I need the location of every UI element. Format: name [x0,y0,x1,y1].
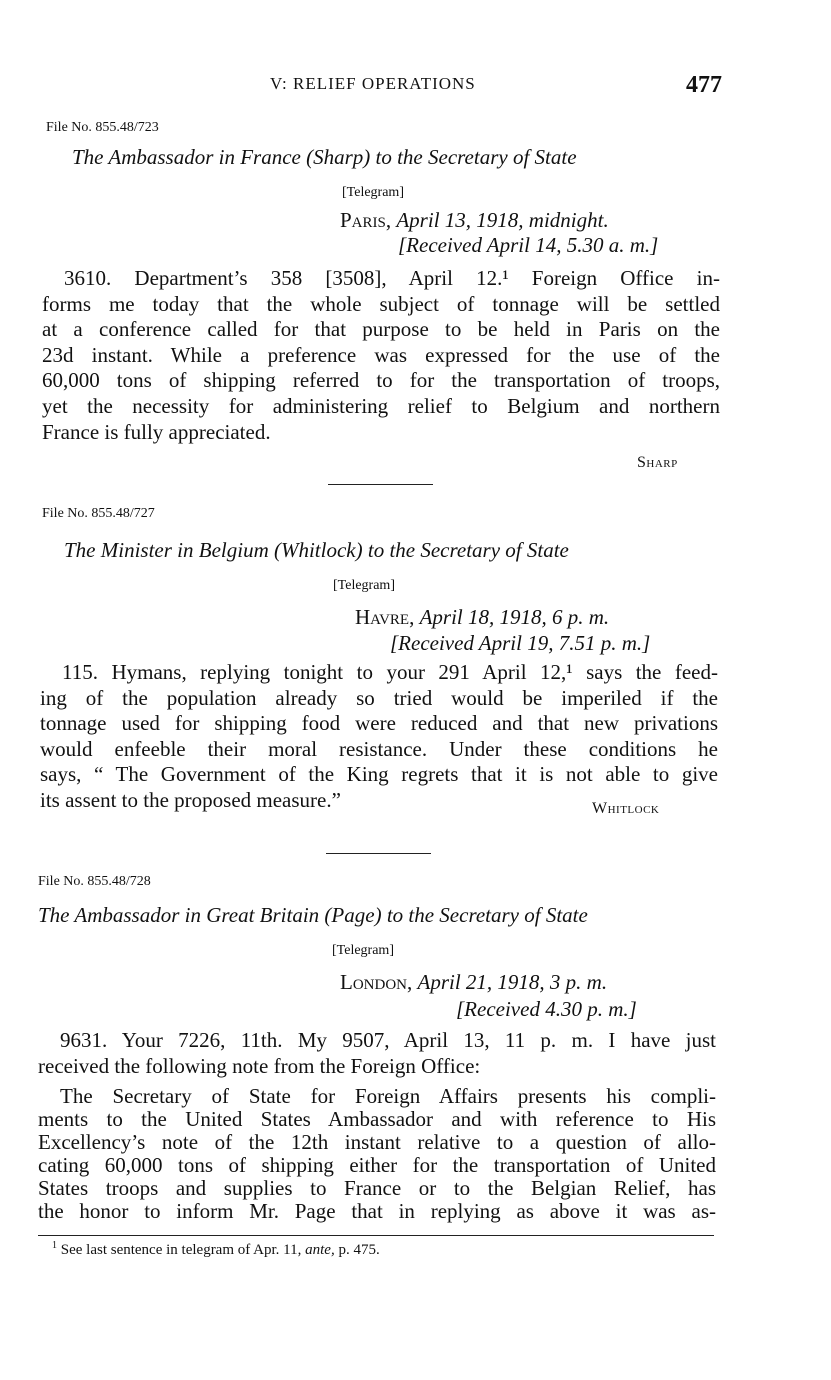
footnote-rule [38,1235,714,1236]
page-number: 477 [686,72,722,98]
quote-line: cating 60,000 tons of shipping either for the transportation of United [38,1153,716,1177]
quote-line: Excellency’s note of the 12th instant relative to a question of allo- [38,1130,716,1154]
body-line: would enfeeble their moral resistance. Under these conditions he [40,736,718,761]
body-line: at a conference called for that purpose to be held in Paris on the [42,317,720,342]
file-number: File No. 855.48/728 [38,874,151,889]
telegram-label: [Telegram] [333,578,395,593]
body-line: yet the necessity for administering relief to Belgium and northern [42,393,720,418]
body-line: forms me today that the whole subject of tonnage will be settled [42,291,720,316]
running-header: V: RELIEF OPERATIONS [270,74,476,93]
body-line: says, “ The Government of the King regrets that it is not able to give [40,762,718,787]
place-name: Havre, [355,605,415,629]
received-line: [Received 4.30 p. m.] [456,997,637,1021]
quote-line: ments to the United States Ambassador and with reference to His [38,1107,716,1131]
body-line: 9631. Your 7226, 11th. My 9507, April 13, 11 p. m. I have just [60,1028,716,1052]
section-divider [328,484,433,485]
body-line: ing of the population already so tried would be imperiled if the [40,685,718,710]
quote-line: the honor to inform Mr. Page that in replying as above it was as- [38,1199,716,1223]
quote-line: The Secretary of State for Foreign Affairs presents his compli- [60,1084,716,1108]
sent-date: April 13, 1918, midnight. [396,208,609,232]
footnote-text: See last sentence in telegram of Apr. 11, [60,1242,302,1258]
sent-date: April 21, 1918, 3 p. m. [417,970,608,994]
received-line: [Received April 19, 7.51 p. m.] [390,631,651,655]
received-line: [Received April 14, 5.30 a. m.] [398,233,659,257]
body-line: 115. Hymans, replying tonight to your 291 April 12,¹ says the feed- [62,660,718,684]
body-line: France is fully appreciated. [42,419,271,444]
body-line: received the following note from the Foreign Office: [38,1053,481,1078]
quoted-note [38,1085,716,1223]
body-line: 60,000 tons of shipping referred to for the transportation of troops, [42,368,720,393]
body-line: its assent to the proposed measure.” [40,787,341,812]
sent-date: April 18, 1918, 6 p. m. [419,605,610,629]
file-number: File No. 855.48/723 [46,120,159,135]
dateline [340,970,607,995]
message-body [38,1028,716,1079]
document-title: The Ambassador in Great Britain (Page) to the Secretary of State [38,903,588,927]
dateline [355,605,609,630]
footnote-italic: ante, [305,1242,335,1258]
file-number: File No. 855.48/727 [42,506,155,521]
footnote-marker: 1 [52,1240,57,1251]
place-name: London, [340,970,413,994]
dateline [340,208,609,233]
message-body [40,660,718,814]
section-divider [326,853,431,854]
signature: Sharp [637,454,678,471]
place-name: Paris, [340,208,392,232]
document-title: The Ambassador in France (Sharp) to the Secretary of State [72,145,577,169]
signature: Whitlock [592,800,660,817]
telegram-label: [Telegram] [342,185,404,200]
telegram-label: [Telegram] [332,943,394,958]
quote-line: States troops and supplies to France or to the Belgian Relief, has [38,1176,716,1200]
document-title: The Minister in Belgium (Whitlock) to the Secretary of State [64,538,569,562]
body-line: 3610. Department’s 358 [3508], April 12.¹ Foreign Office in- [64,266,720,290]
body-line: 23d instant. While a preference was expressed for the use of the [42,342,720,367]
message-body [42,266,720,445]
footnote [52,1240,380,1259]
footnote-text-end: p. 475. [338,1242,380,1258]
body-line: tonnage used for shipping food were reduced and that new privations [40,711,718,736]
